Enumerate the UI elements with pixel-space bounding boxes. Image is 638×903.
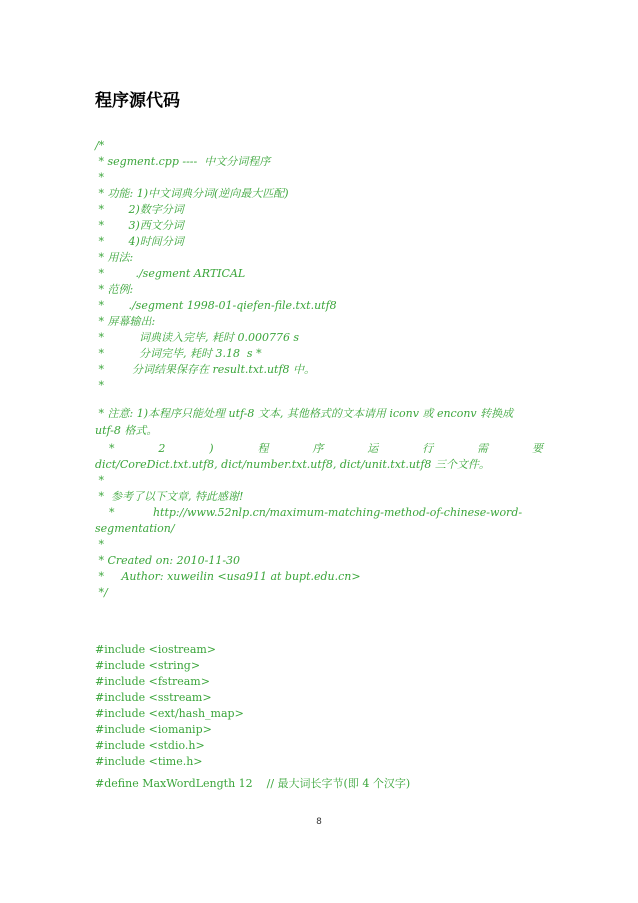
include-line: #include <iostream> bbox=[95, 643, 217, 656]
spread-cell: 序 bbox=[312, 442, 324, 455]
comment-line: segmentation/ bbox=[95, 522, 175, 535]
spread-cell: 需 bbox=[477, 442, 489, 455]
include-line: #include <fstream> bbox=[95, 675, 210, 688]
comment-line: * 用法: bbox=[95, 251, 134, 264]
include-line: #include <sstream> bbox=[95, 691, 212, 704]
include-line: #include <ext/hash_map> bbox=[95, 707, 244, 720]
comment-line: * Created on: 2010-11-30 bbox=[95, 554, 241, 567]
comment-line: * bbox=[95, 171, 104, 184]
comment-line: * 2)数字分词 bbox=[95, 203, 184, 216]
spread-cell: 行 bbox=[422, 442, 434, 455]
include-block bbox=[95, 626, 543, 786]
comment-line: * bbox=[95, 538, 104, 551]
spread-cell: 程 bbox=[257, 442, 269, 455]
spread-cell: ) bbox=[209, 442, 214, 455]
spread-cell: * bbox=[95, 442, 115, 455]
include-line: #include <stdio.h> bbox=[95, 739, 205, 752]
comment-line: utf-8 格式。 bbox=[95, 424, 158, 437]
define-line: #define MaxWordLength 12 // 最大词长字节(即 4 个汉字) bbox=[95, 777, 411, 790]
comment-block-2 bbox=[95, 473, 543, 601]
comment-line: */ bbox=[95, 586, 108, 599]
include-line: #include <string> bbox=[95, 659, 201, 672]
comment-line: * 范例: bbox=[95, 283, 134, 296]
spread-cell: 运 bbox=[367, 442, 379, 455]
comment-line: * http://www.52nlp.cn/maximum-matching-method-of-chinese-word- bbox=[95, 506, 523, 519]
comment-line: * segment.cpp ---- 中文分词程序 bbox=[95, 155, 271, 168]
comment-line: * 分词完毕, 耗时 3.18 s * bbox=[95, 347, 262, 360]
comment-line: dict/CoreDict.txt.utf8, dict/number.txt.utf8, dict/unit.txt.utf8 三个文件。 bbox=[95, 458, 490, 471]
comment-line: * bbox=[95, 379, 104, 392]
comment-line: * 注意: 1)本程序只能处理 utf-8 文本, 其他格式的文本请用 iconv 或 enconv 转换成 bbox=[95, 407, 514, 420]
include-line: #include <iomanip> bbox=[95, 723, 212, 736]
include-line: #include <time.h> bbox=[95, 755, 203, 768]
comment-line: * 参考了以下文章, 特此感谢! bbox=[95, 490, 244, 503]
comment-line: * 4)时间分词 bbox=[95, 235, 184, 248]
spread-cell: 2 bbox=[158, 442, 166, 455]
comment-line: * 词典读入完毕, 耗时 0.000776 s bbox=[95, 331, 300, 344]
comment-block bbox=[95, 138, 543, 394]
page-number: 8 bbox=[316, 817, 322, 827]
comment-line: * 功能: 1)中文词典分词(逆向最大匹配) bbox=[95, 187, 289, 200]
comment-line: * 3)西文分词 bbox=[95, 219, 184, 232]
comment-line: /* bbox=[95, 139, 105, 152]
comment-line: * ./segment ARTICAL bbox=[95, 267, 246, 280]
spread-cell: 要 bbox=[531, 442, 543, 455]
comment-line: * 分词结果保存在 result.txt.utf8 中。 bbox=[95, 363, 316, 376]
comment-line: * bbox=[95, 474, 104, 487]
comment-line: * ./segment 1998-01-qiefen-file.txt.utf8 bbox=[95, 299, 337, 312]
comment-spread-line bbox=[95, 441, 543, 457]
comment-line: * Author: xuweilin <usa911 at bupt.edu.cn> bbox=[95, 570, 361, 583]
page-title: 程序源代码 bbox=[95, 91, 180, 111]
comment-line: * 屏幕输出: bbox=[95, 315, 156, 328]
